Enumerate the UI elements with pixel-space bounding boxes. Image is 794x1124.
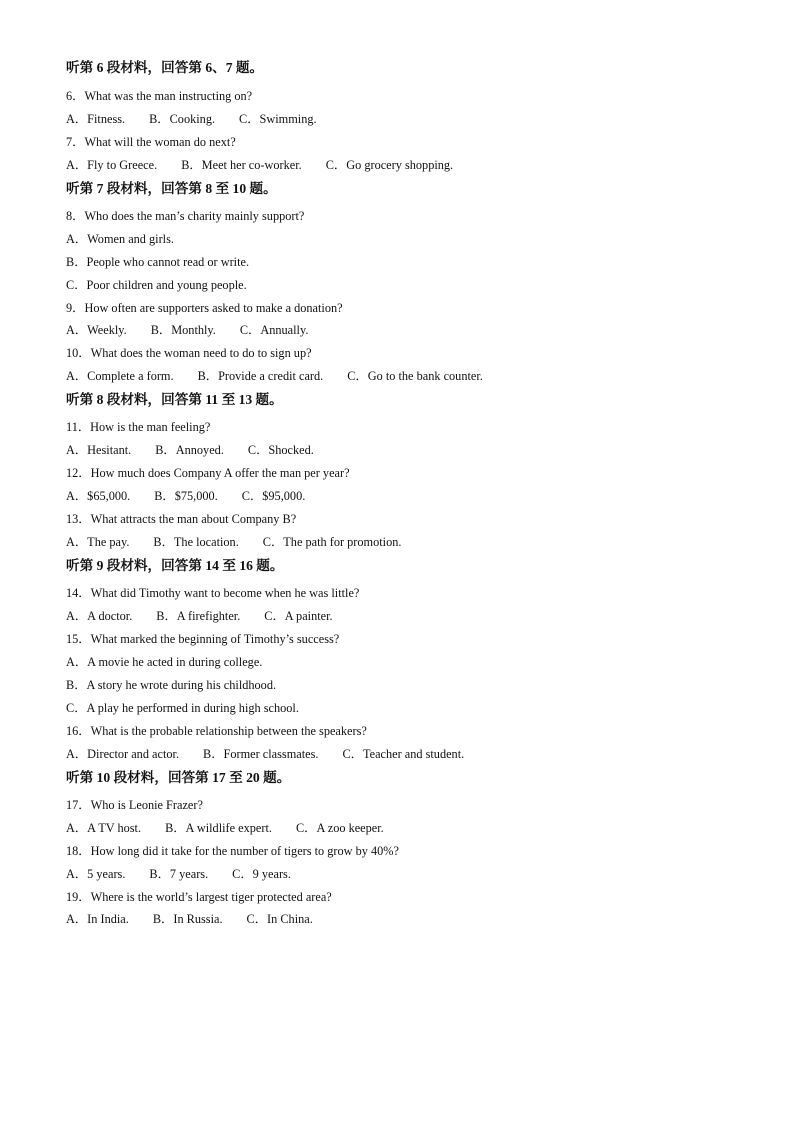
section-heading: 听第 10 段材料，回答第 17 至 20 题。	[66, 770, 291, 785]
question-text: 18．How long did it take for the number of tigers to grow by 40%?	[66, 844, 399, 858]
answer-option: A．$65,000.	[66, 489, 131, 503]
answer-option: A．The pay.	[66, 535, 130, 549]
options-row	[66, 442, 314, 458]
answer-option: C．Shocked.	[247, 443, 314, 457]
question-text: 14．What did Timothy want to become when he was little?	[66, 586, 360, 600]
question-text: 12．How much does Company A offer the man per year?	[66, 466, 350, 480]
question-text: 7．What will the woman do next?	[66, 135, 236, 149]
options-row	[66, 866, 291, 882]
answer-option: A．Complete a form.	[66, 369, 174, 383]
answer-option: B．Former classmates.	[203, 747, 319, 761]
answer-option: C．Poor children and young people.	[66, 278, 247, 292]
options-row	[66, 534, 401, 550]
answer-option: B．Monthly.	[150, 323, 216, 337]
answer-option: C．A zoo keeper.	[295, 821, 384, 835]
answer-option: A．Weekly.	[66, 323, 127, 337]
question-text: 19．Where is the world’s largest tiger protected area?	[66, 890, 332, 904]
answer-option: B．7 years.	[149, 867, 209, 881]
answer-option: B．A story he wrote during his childhood.	[66, 678, 277, 692]
answer-option: C．A play he performed in during high school.	[66, 701, 299, 715]
section-heading: 听第 8 段材料，回答第 11 至 13 题。	[66, 392, 283, 407]
answer-option: C．Annually.	[239, 323, 309, 337]
options-row	[66, 911, 313, 927]
answer-option: A．Fitness.	[66, 112, 126, 126]
answer-option: B．In Russia.	[152, 912, 223, 926]
question-text: 9．How often are supporters asked to make a donation?	[66, 301, 343, 315]
options-row	[66, 746, 464, 762]
answer-option: B．$75,000.	[154, 489, 218, 503]
answer-option: B．People who cannot read or write.	[66, 255, 250, 269]
answer-option: B．Meet her co-worker.	[181, 158, 302, 172]
options-row	[66, 111, 317, 127]
answer-option: C．Teacher and student.	[342, 747, 465, 761]
answer-option: A．Hesitant.	[66, 443, 132, 457]
question-text: 15．What marked the beginning of Timothy’s success?	[66, 632, 340, 646]
section-heading: 听第 9 段材料，回答第 14 至 16 题。	[66, 558, 284, 573]
answer-option: A．A doctor.	[66, 609, 133, 623]
answer-option: B．A wildlife expert.	[165, 821, 272, 835]
answer-option: A．A TV host.	[66, 821, 142, 835]
answer-option: A．5 years.	[66, 867, 126, 881]
section-heading: 听第 7 段材料，回答第 8 至 10 题。	[66, 181, 277, 196]
answer-option: A．In India.	[66, 912, 129, 926]
question-text: 17．Who is Leonie Frazer?	[66, 798, 203, 812]
section-heading: 听第 6 段材料，回答第 6、7 题。	[66, 60, 264, 75]
question-text: 16．What is the probable relationship between the speakers?	[66, 724, 367, 738]
question-text: 6．What was the man instructing on?	[66, 89, 253, 103]
options-row	[66, 488, 305, 504]
answer-option: C．9 years.	[232, 867, 291, 881]
answer-option: B．Provide a credit card.	[197, 369, 324, 383]
question-text: 11．How is the man feeling?	[66, 420, 211, 434]
options-row	[66, 322, 308, 338]
answer-option: C．$95,000.	[241, 489, 306, 503]
answer-option: C．Go to the bank counter.	[347, 369, 483, 383]
answer-option: C．Go grocery shopping.	[325, 158, 454, 172]
options-row	[66, 820, 384, 836]
answer-option: B．A firefighter.	[156, 609, 241, 623]
answer-option: C．Swimming.	[239, 112, 317, 126]
options-row	[66, 157, 453, 173]
answer-option: C．A painter.	[264, 609, 333, 623]
options-row	[66, 368, 483, 384]
options-row	[66, 608, 333, 624]
answer-option: A．Women and girls.	[66, 232, 174, 246]
answer-option: A．A movie he acted in during college.	[66, 655, 263, 669]
question-text: 13．What attracts the man about Company B?	[66, 512, 297, 526]
answer-option: B．The location.	[153, 535, 239, 549]
answer-option: B．Annoyed.	[155, 443, 224, 457]
answer-option: A．Director and actor.	[66, 747, 180, 761]
question-text: 8．Who does the man’s charity mainly support?	[66, 209, 305, 223]
answer-option: C．In China.	[246, 912, 313, 926]
answer-option: B．Cooking.	[149, 112, 216, 126]
answer-option: C．The path for promotion.	[262, 535, 402, 549]
question-text: 10．What does the woman need to do to sign up?	[66, 346, 312, 360]
answer-option: A．Fly to Greece.	[66, 158, 158, 172]
